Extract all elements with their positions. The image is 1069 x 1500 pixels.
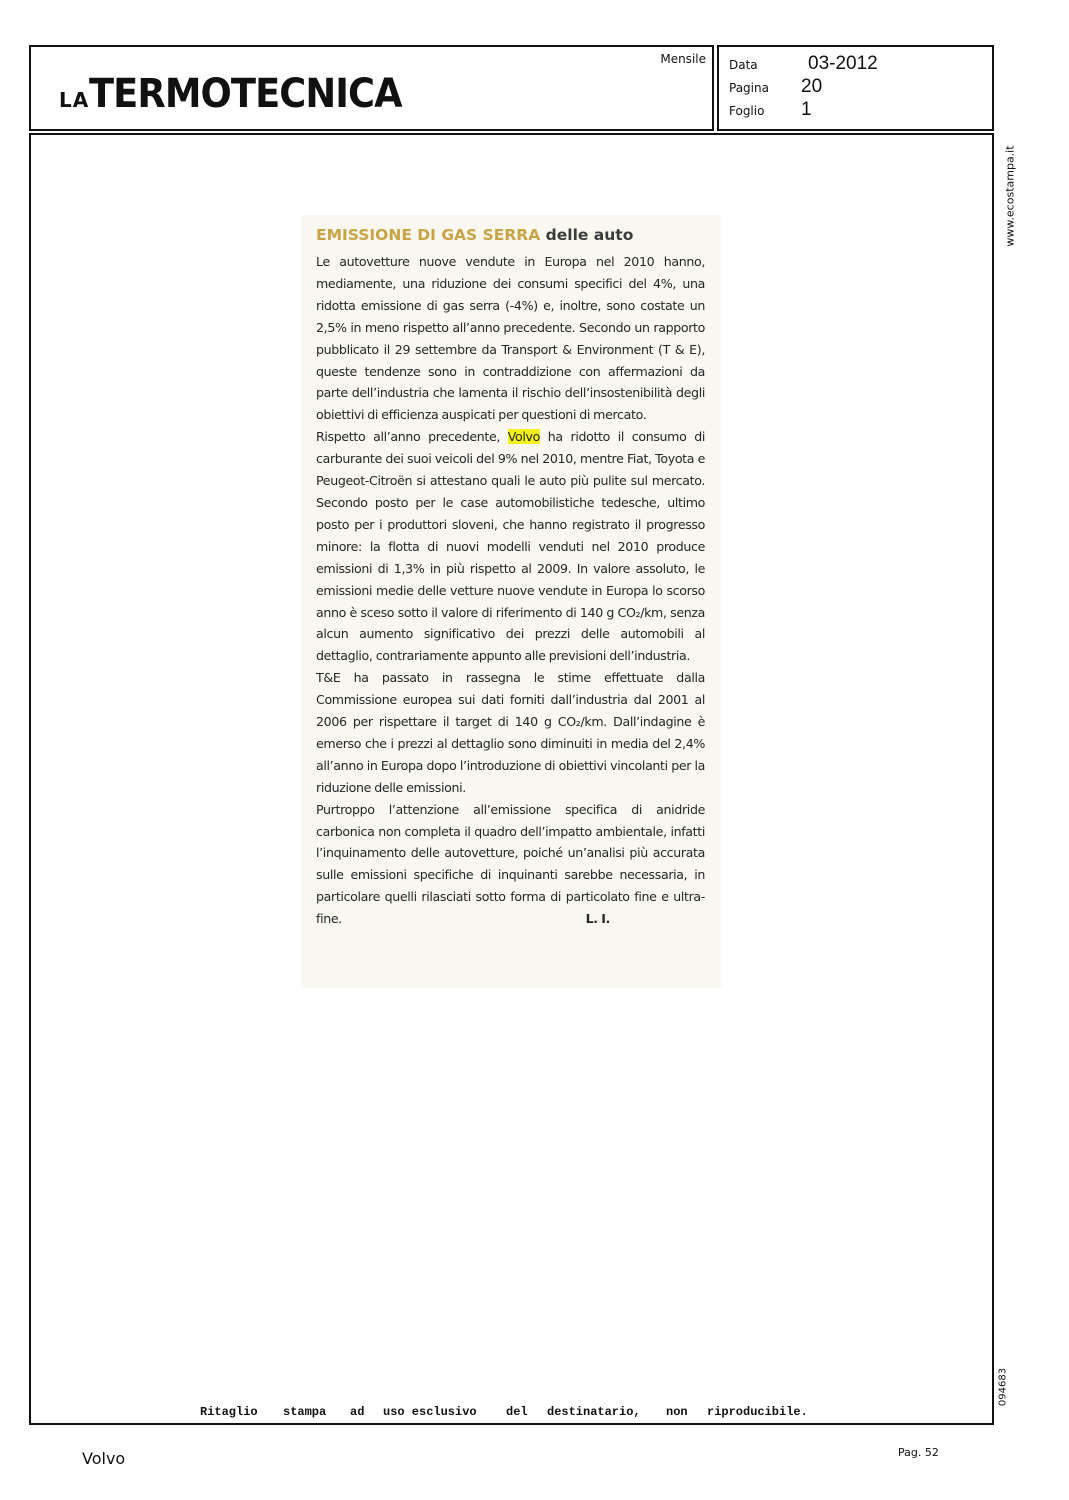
article-paragraph-2 [316,426,705,667]
paragraph-2-start: Rispetto all’anno precedente, [316,429,508,445]
sheet-label: Foglio [729,104,765,118]
footer-disclaimer [200,1405,820,1422]
disclaimer-word: Ritaglio [200,1405,258,1419]
periodicity-label: Mensile [660,52,706,66]
meta-sheet-row [729,99,812,121]
website-vertical-text: www.ecostampa.it [1003,145,1017,247]
disclaimer-word: ad [350,1405,365,1419]
meta-date-row [729,53,878,75]
disclaimer-word: del [506,1405,528,1419]
article-title-main: EMISSIONE DI GAS SERRA [316,226,541,244]
logo-main-text: TERMOTECNICA [89,71,402,117]
disclaimer-word: stampa [283,1405,327,1419]
paragraph-2-rest: ha ridotto il consumo di carburante dei suoi veicoli del 9% nel 2010, mentre Fiat, Toyota e Peugeot-Citroën si attestano quali le auto più pulite sul mercato. Secondo posto per le case automobilistiche tedesche, ultimo posto per i produttori sloveni, che hanno registrato il progresso minore: la flotta di nuovi modelli venduti nel 2010 produce emissioni di 1,3% in più rispetto al 2009. In valore assoluto, le emissioni medie delle vetture nuove vendute in Europa lo scorso anno è sceso sotto il valore di riferimento di 140 g CO₂/km, senza alcun aumento significativo dei prezzi delle automobili al dettaglio, contrariamente appunto alle previsioni dell’industria. [316,429,705,664]
meta-box [717,45,994,131]
sheet-value: 1 [801,99,812,120]
masthead-box [29,45,714,131]
keyword-label: Volvo [82,1449,126,1468]
date-value: 03-2012 [808,53,878,74]
highlighted-keyword: Volvo [507,429,540,445]
page-value: 20 [801,76,823,97]
disclaimer-word: non [666,1405,688,1419]
clipping-code: 094683 [997,1367,1009,1407]
article-paragraph-1: Le autovetture nuove vendute in Europa nel 2010 hanno, mediamente, una riduzione dei consumi specifici del 4%, una ridotta emissione di gas serra (-4%) e, inoltre, sono costate un 2,5% in meno rispetto all’anno precedente. Secondo un rapporto pubblicato il 29 settembre da Transport & Environment (T & E), queste tendenze sono in contraddizione con affermazioni da parte dell’industria che lamenta il rischio dell’insostenibilità degli obiettivi di efficienza auspicati per questioni di mercato. [316,254,705,423]
article-clipping [301,215,721,988]
disclaimer-word: destinatario, [547,1405,641,1419]
paragraph-4-text: Purtroppo l’attenzione all’emissione specifica di anidride carbonica non completa il quadro dell’impatto ambientale, infatti l’inquinamento delle autovetture, poiché un’analisi più accurata sulle emissioni specifiche di inquinanti sarebbe necessaria, in particolare quelli rilasciati sotto forma di particolato fine e ultra-fine. [316,801,705,927]
article-title-sub: delle auto [545,226,634,244]
meta-page-row [729,76,822,98]
date-label: Data [729,58,758,72]
disclaimer-word: riproducibile. [707,1405,808,1419]
author-signature: L. I. [585,911,610,927]
page-number: Pag. 52 [898,1446,939,1459]
article-title [316,226,705,244]
article-paragraph-3: T&E ha passato in rassegna le stime effettuate dalla Commissione europea sui dati forniti dall’industria dal 2001 al 2006 per rispettare il target di 140 g CO₂/km. Dall’indagine è emerso che i prezzi al dettaglio sono diminuiti in media del 2,4% all’anno in Europa dopo l’introduzione di obiettivi vincolanti per la riduzione delle emissioni. [316,670,705,795]
publication-logo [59,71,429,117]
logo-prefix: LA [59,88,90,112]
article-paragraph-4 [316,799,705,930]
disclaimer-word: uso esclusivo [383,1405,477,1419]
page-label: Pagina [729,81,769,95]
